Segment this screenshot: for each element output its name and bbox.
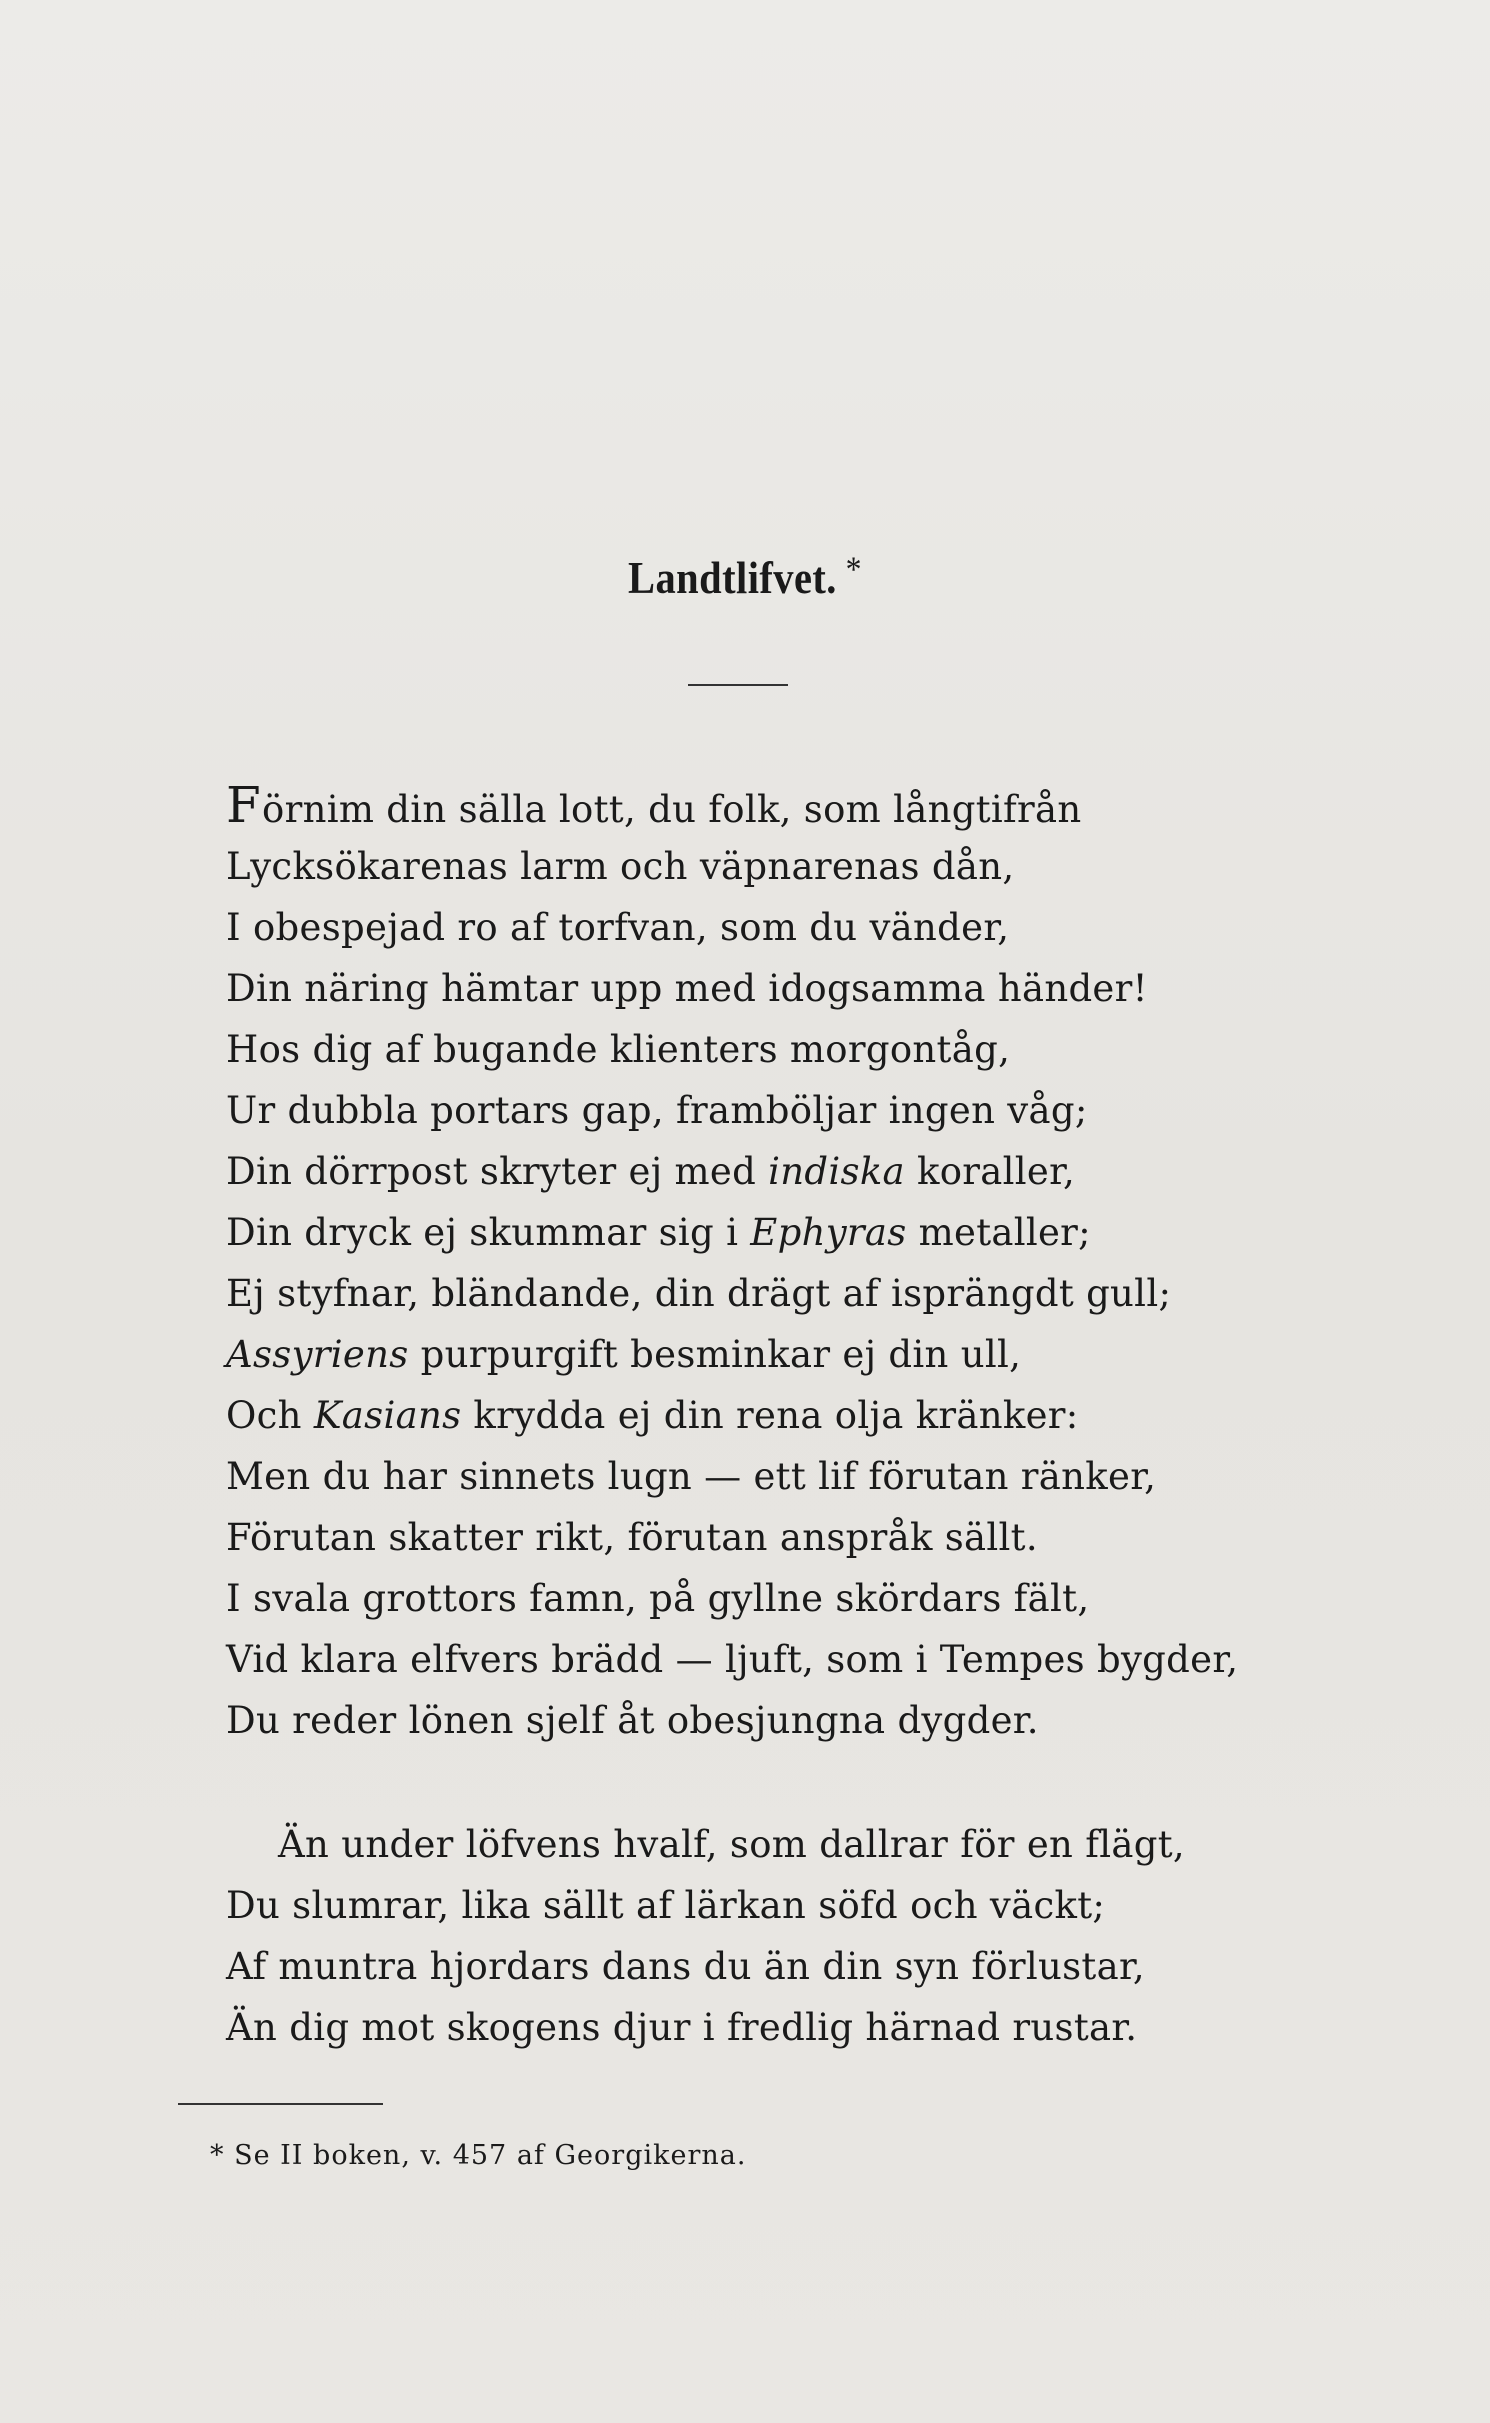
poem-line xyxy=(226,1324,1326,1385)
poem-line xyxy=(226,1202,1326,1263)
poem-line xyxy=(226,1141,1326,1202)
italic-word: Assyriens xyxy=(226,1333,409,1376)
poem-line-text: koraller, xyxy=(904,1150,1076,1193)
italic-word: indiska xyxy=(768,1150,905,1193)
footnote-divider xyxy=(178,2103,383,2105)
poem-line-text: purpurgift besminkar ej din ull, xyxy=(408,1333,1022,1376)
stanza-break xyxy=(226,1751,1326,1814)
drop-cap: F xyxy=(226,776,261,834)
footnote: * Se II boken, v. 457 af Georgikerna. xyxy=(210,2140,747,2171)
poem-line: Hos dig af bugande klienters morgontåg, xyxy=(226,1028,1011,1071)
poem-body xyxy=(226,775,1326,2058)
poem-line: Din näring hämtar upp med idogsamma händer! xyxy=(226,967,1148,1010)
poem-line: I svala grottors famn, på gyllne skördars fält, xyxy=(226,1577,1090,1620)
title-divider xyxy=(688,684,788,686)
poem-line: Men du har sinnets lugn — ett lif förutan ränker, xyxy=(226,1455,1157,1498)
poem-line: Du reder lönen sjelf åt obesjungna dygder. xyxy=(226,1699,1039,1742)
poem-line: Än dig mot skogens djur i fredlig härnad rustar. xyxy=(226,2006,1138,2049)
poem-line xyxy=(226,775,1326,836)
poem-line: Ur dubbla portars gap, framböljar ingen våg; xyxy=(226,1089,1088,1132)
poem-title-text: Landtlifvet. xyxy=(628,552,837,603)
italic-word: Ephyras xyxy=(750,1211,907,1254)
italic-word: Kasians xyxy=(313,1394,462,1437)
poem-line: I obespejad ro af torfvan, som du vänder, xyxy=(226,906,1010,949)
poem-line-text: metaller; xyxy=(906,1211,1091,1254)
poem-line xyxy=(226,1385,1326,1446)
poem-line: Du slumrar, lika sällt af lärkan söfd och väckt; xyxy=(226,1884,1106,1927)
poem-line: Förutan skatter rikt, förutan anspråk sällt. xyxy=(226,1516,1038,1559)
poem-line: Af muntra hjordars dans du än din syn förlustar, xyxy=(226,1945,1145,1988)
poem-line-text: Din dörrpost skryter ej med xyxy=(226,1150,769,1193)
poem-line: Ej styfnar, bländande, din drägt af isprängdt gull; xyxy=(226,1272,1172,1315)
poem-line-text: Din dryck ej skummar sig i xyxy=(226,1211,751,1254)
poem-title xyxy=(89,548,1400,604)
poem-line: Vid klara elfvers brädd — ljuft, som i Tempes bygder, xyxy=(226,1638,1239,1681)
poem-line-text: Och xyxy=(226,1394,314,1437)
poem-line: Än under löfvens hvalf, som dallrar för en flägt, xyxy=(278,1823,1185,1866)
poem-line: Lycksökarenas larm och väpnarenas dån, xyxy=(226,845,1015,888)
poem-line-text: örnim din sälla lott, du folk, som långtifrån xyxy=(262,788,1082,831)
poem-line-text: krydda ej din rena olja kränker: xyxy=(461,1394,1079,1437)
footnote-marker: * xyxy=(845,549,862,589)
